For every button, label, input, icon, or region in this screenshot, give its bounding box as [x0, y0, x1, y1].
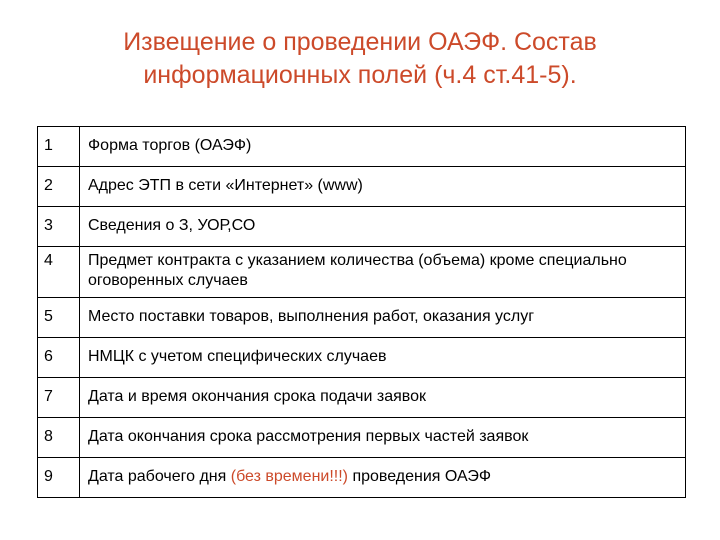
- row-text-highlight: (без времени!!!): [230, 468, 349, 485]
- slide-title: [60, 26, 660, 92]
- row-text-start: Дата рабочего дня: [88, 468, 231, 485]
- row-number: 4: [38, 247, 80, 298]
- row-number: 5: [38, 298, 80, 338]
- row-text: Форма торгов (ОАЭФ): [80, 127, 686, 167]
- row-text: НМЦК с учетом специфических случаев: [80, 338, 686, 378]
- row-number: 7: [38, 378, 80, 418]
- row-text: [80, 458, 686, 498]
- row-number: 9: [38, 458, 80, 498]
- info-fields-table: [37, 126, 686, 498]
- table-row: [38, 418, 686, 458]
- row-number: 2: [38, 167, 80, 207]
- row-text: Место поставки товаров, выполнения работ, оказания услуг: [80, 298, 686, 338]
- row-text: Сведения о З, УОР,СО: [80, 207, 686, 247]
- row-text: Адрес ЭТП в сети «Интернет» (www): [80, 167, 686, 207]
- table-row: [38, 298, 686, 338]
- table-row: [38, 207, 686, 247]
- table-row: [38, 458, 686, 498]
- table-row: [38, 378, 686, 418]
- row-number: 8: [38, 418, 80, 458]
- title-line-1: Извещение о проведении ОАЭФ. Состав: [123, 28, 597, 56]
- table-row: [38, 338, 686, 378]
- row-text: Предмет контракта с указанием количества (объема) кроме специально оговоренных случаев: [80, 247, 686, 298]
- table-row: [38, 247, 686, 298]
- row-text-end: проведения ОАЭФ: [348, 468, 491, 485]
- table-row: [38, 127, 686, 167]
- table-row: [38, 167, 686, 207]
- row-text: Дата и время окончания срока подачи заявок: [80, 378, 686, 418]
- row-number: 6: [38, 338, 80, 378]
- title-line-2: информационных полей (ч.4 ст.41-5).: [143, 61, 577, 89]
- row-number: 1: [38, 127, 80, 167]
- row-text: Дата окончания срока рассмотрения первых частей заявок: [80, 418, 686, 458]
- row-number: 3: [38, 207, 80, 247]
